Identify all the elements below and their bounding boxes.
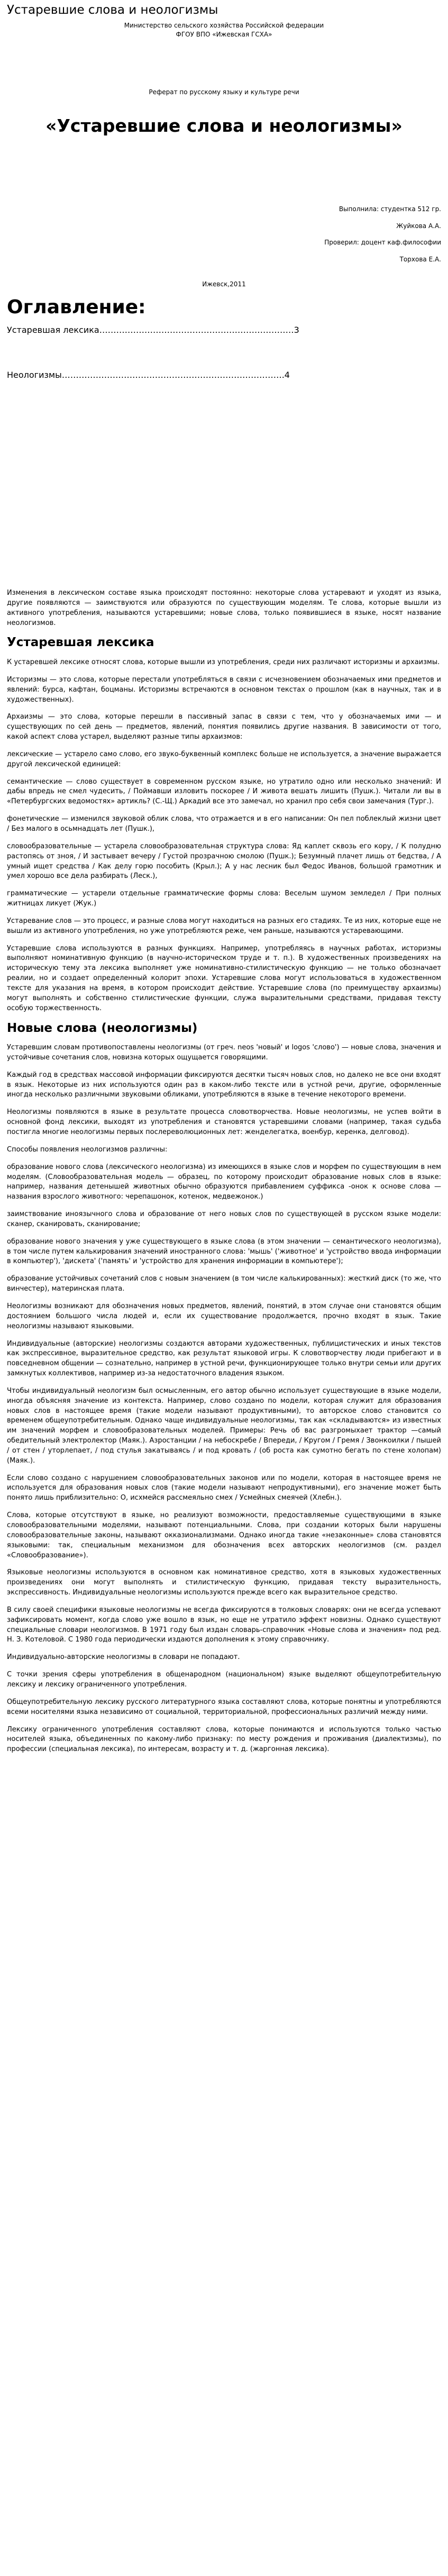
section2-paragraph: Языковые неологизмы используются в основном как номинативное средство, хотя в языковых художественных произведениях они могут выполнять и стилистическую функцию, придавая тексту выразительность, экспрессивность. Индивидуальные неологизмы используются прежде всего как выразительное средство. xyxy=(7,1568,441,1597)
section2-paragraph: В силу своей специфики языковые неологизмы не всегда фиксируются в толковых словарях: они не всегда успевают зафиксировать момент, когда слово уже вошло в язык, но еще не утратило эффект новизны. Однако существуют специальные словари неологизмов. В 1971 году был издан словарь-справочник «Новые слова и значения» под ред. Н. З. Котеловой. С 1980 года периодически издаются дополнения к этому справочнику. xyxy=(7,1606,441,1644)
section1-paragraph: Архаизмы — это слова, которые перешли в пассивный запас в связи с тем, что у обозначаемых ими — и существующих по сей день — предметов, явлений, понятия появились другие названия. В зависимости от того, какой аспект слова устарел, выделяют разные типы архаизмов: xyxy=(7,713,441,741)
section1-paragraph: фонетические — изменился звуковой облик слова, что отражается и в его написании: Он пел поблеклый жизни цвет / Без малого в осьмнадцать лет (Пушк.), xyxy=(7,815,441,833)
toc-item-neologisms: Неологизмы…………………………………………………………………….4 xyxy=(7,369,290,380)
section2-paragraph: Лексику ограниченного употребления составляют слова, которые понимаются и используются только частью носителей языка, объединенных по какому-либо признаку: по месту рождения и проживания (диалектизмы), по профессии (специальная лексика), по интересам, возрасту и т. д. (жаргонная лексика). xyxy=(7,1725,441,1754)
section2-paragraph: Слова, которые отсутствуют в языке, но реализуют возможности, предоставляемые существующими в языке словообразовательными моделями, называют потенциальными. Слова, при создании которых были нарушены словообразовательные законы, называют окказионализмами. Однако иногда такие «незаконные» слова становятся языковыми: так, специальным механизмом для обозначения всех авторских неологизмов (см. раздел «Словообразование»). xyxy=(7,1511,441,1559)
section2-paragraph: Каждый год в средствах массовой информации фиксируются десятки тысяч новых слов, но далеко не все они входят в язык. Некоторые из них используются один раз в каком-либо тексте или в устной речи, другие, оформленные иногда несколько различными звуковыми обликами, употребляются в языке в течение некоторого времени. xyxy=(7,1071,441,1099)
section2-paragraph: Чтобы индивидуальный неологизм был осмысленным, его автор обычно использует существующие в языке модели, иногда объясняя значение из контекста. Например, слово создано по модели, которая служит для образования новых слов в настоящее время (такие модели называют продуктивными), то авторское слово становится со временем общеупотребительным. Однако чаще индивидуальные неологизмы, так как «складываются» из известных им значений морфем и словообразовательных моделей. Примеры: Речь об вас разгромыхает трактор —самый обедительный электролектор (Маяк.). Азростанции / на небоскребе / Впереди, / Кругом / Гремя / Звонкоилки / пышей / от стен / уторлепает, / под стулья закатываясь / и под кровать / (об роста как сумотно бегать по стене холопам) (Маяк.). xyxy=(7,1386,441,1465)
student-name: Жуйкова А.А. xyxy=(396,222,441,230)
essay-label: Реферат по русскому языку и культуре речи xyxy=(149,88,299,96)
checked-by: Проверил: доцент каф.философии xyxy=(324,239,441,247)
section1-paragraph: грамматические — устарели отдельные грамматические формы слова: Веселым шумом земледел / При полных житницах ликует (Жук.) xyxy=(7,890,441,908)
section1-paragraph: Историзмы — это слова, которые перестали употребляться в связи с исчезновением обозначаемых ими предметов и явлений: бурса, кафтан, боцманы. Историзмы встречаются в основном текстах о прошлом (как в научных, так и в художественных). xyxy=(7,675,441,704)
ministry-name: Министерство сельского хозяйства Российской федерации xyxy=(124,21,324,29)
document-title: Устаревшие слова и неологизмы xyxy=(7,3,218,17)
section1-paragraph: Устаревание слов — это процесс, и разные слова могут находиться на разных его стадиях. Те из них, которые еще не вышли из активного употребления, но уже употребляются реже, чем раньше, называются устаревающими. xyxy=(7,917,441,935)
page-break-space xyxy=(7,414,441,588)
section2-paragraph: Если слово создано с нарушением словообразовательных законов или по модели, которая в настоящее время не используется для образования новых слов (такие модели называют непродуктивными), его значение может быть понято лишь приблизительно: О, исхмейся рассмеяльно смех / Усмейных смеячей (Хлебн.). xyxy=(7,1474,441,1502)
section2-paragraph: Индивидуально-авторские неологизмы в словари не попадают. xyxy=(7,1653,240,1662)
performed-by: Выполнила: студентка 512 гр. xyxy=(339,205,441,213)
section2-paragraph: заимствование иноязычного слова и образование от него новых слов по существующей в русском языке модели: сканер, сканировать, сканирование; xyxy=(7,1210,441,1228)
section2-paragraph: образование нового слова (лексического неологизма) из имеющихся в языке слов и морфем по существующим в нем моделям. (Словообразовательная модель — образец, по которому происходит образование новых слов в языке: например, названия детенышей животных обычно образуются прибавлением суффикса -онок к основе слова — названия взрослого животного: черепашонок, котенок, медвежонок.) xyxy=(7,1163,441,1201)
main-title: «Устаревшие слова и неологизмы» xyxy=(45,115,403,136)
section2-paragraph: Устаревшим словам противопоставлены неологизмы (от греч. neos 'новый' и logos 'слово') — новые слова, значения и устойчивые сочетания слов, новизна которых ощущается говорящими. xyxy=(7,1044,441,1062)
place-year: Ижевск,2011 xyxy=(202,280,246,288)
intro-paragraph: Изменения в лексическом составе языка происходят постоянно: некоторые слова устаревают и уходят из языка, другие появляются — заимствуются или образуются по существующим моделям. Те слова, которые вышли из активного употребления, называются устаревшими; новые слова, только появившиеся в языке, носят название неологизмов. xyxy=(7,589,441,627)
toc-item-obsolete: Устаревшая лексика……………………………………………………………3 xyxy=(7,324,299,335)
teacher-name: Торхова Е.А. xyxy=(399,255,441,263)
university-name: ФГОУ ВПО «Ижевская ГСХА» xyxy=(176,30,272,38)
signature-block xyxy=(7,205,441,264)
section2-paragraph: Индивидуальные (авторские) неологизмы создаются авторами художественных, публицистических и иных текстов как экспрессивное, выразительное средство, как результат языковой игры. К словотворчеству люди прибегают и в повседневном общении — сознательно, например в устной речи, функционирующее только внутри семьи или других замкнутых коллективов, например из-за недостаточного владения языком. xyxy=(7,1339,441,1378)
section1-paragraph: Устаревшие слова используются в разных функциях. Например, употребляясь в научных работах, историзмы выполняют номинативную функцию (в научно-историческом труде и т. п.). В художественных произведениях на историческую тему эта лексика выполняет уже номинативно-стилистическую функцию — не только обозначает реалии, но и создает определенный колорит эпохи. Устаревшие слова могут использоваться в художественном тексте для указания на время, в котором происходит действие. Устаревшие слова (по преимуществу архаизмы) могут выполнять и собственно стилистические функции, служа выразительными средствами, придавая тексту особую торжественность. xyxy=(7,944,441,1012)
section-title-neologisms: Новые слова (неологизмы) xyxy=(7,1021,198,1035)
section1-paragraph: лексические — устарело само слово, его звуко-буквенный комплекс больше не используется, а значение выражается другой лексической единицей: xyxy=(7,750,441,768)
section2-paragraph: Неологизмы появляются в языке в результате процесса словотворчества. Новые неологизмы, не успев войти в основной фонд лексики, выходят из употребления и становятся устаревшими словами (например, такая судьба постигла многие неологизмы первых послереволюционных лет: женделегатка, военбур, керенка, делговод). xyxy=(7,1108,441,1137)
section2-paragraph: С точки зрения сферы употребления в общенародном (национальном) языке выделяют общеупотребительную лексику и лексику ограниченного употребления. xyxy=(7,1671,441,1689)
section2-paragraph: Общеупотребительную лексику русского литературного языка составляют слова, которые понятны и употребляются всеми носителями языка независимо от социальной, территориальной, профессиональных различий между ними. xyxy=(7,1698,441,1716)
section2-paragraph: образование нового значения у уже существующего в языке слова (в этом значении — семантического неологизма), в том числе путем калькирования значений иностранного слова: 'мышь' ('животное' и 'устройство ввода информации в компьютер'), 'дискета' ('память' и 'устройство для хранения информации в компьютере'); xyxy=(7,1237,441,1266)
section-title-obsolete: Устаревшая лексика xyxy=(7,636,154,650)
section1-paragraph: семантические — слово существует в современном русском языке, но утратило одно или несколько значений: И дабы впредь не смел чудесить, / Поймавши изловить поскорее / И живота вешать лишить (Пушк.). Читали ли вы в «Петербургских ведомостях» артикль? (С.-Щ.) Аркадий все это замечал, но хранил про себя свои замечания (Тург.). xyxy=(7,777,441,806)
section2-paragraph: образование устойчивых сочетаний слов с новым значением (в том числе калькированных): жесткий диск (то же, что винчестер), материнская плата. xyxy=(7,1275,441,1293)
section1-paragraph: К устаревшей лексике относят слова, которые вышли из употребления, среди них различают историзмы и архаизмы. xyxy=(7,658,440,667)
section2-paragraph: Способы появления неологизмов различны: xyxy=(7,1145,168,1154)
section1-paragraph: словообразовательные — устарела словообразовательная структура слова: Яд каплет сквозь его кору, / К полудню растопясь от зноя, / И застывает вечеру / Густой прозрачною смолою (Пушк.); Безумный плачет лишь от бедства, / А умный ищет средства / Как делу горю пособить (Крыл.); А у нас лесник был Федос Иванов, большой грамотник и умел хорошо все дела разбирать (Леск.), xyxy=(7,842,441,881)
toc-title: Оглавление: xyxy=(7,296,146,319)
section2-paragraph: Неологизмы возникают для обозначения новых предметов, явлений, понятий, в этом случае они становятся общим достоянием большого числа людей и, если их существование продолжается, прочно входят в язык. Такие неологизмы называют языковыми. xyxy=(7,1302,441,1330)
